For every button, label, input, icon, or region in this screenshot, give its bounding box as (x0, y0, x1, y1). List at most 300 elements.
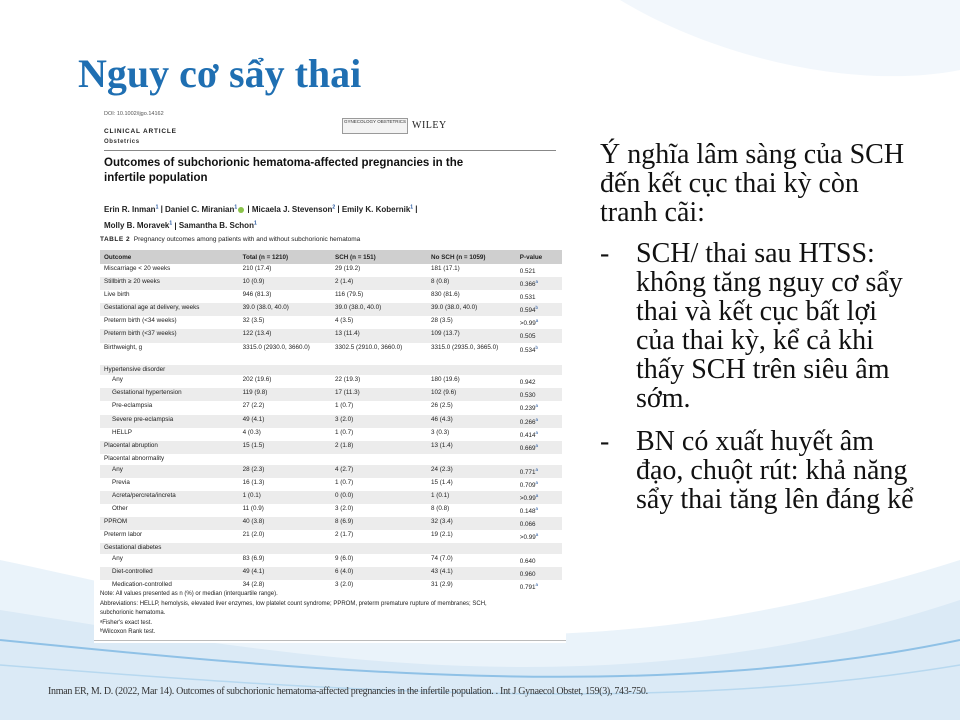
table-cell (331, 316, 427, 329)
table-cell (100, 517, 239, 530)
table-cell (239, 388, 331, 401)
cell-text: Pre-eclampsia (112, 402, 153, 410)
table-cell (100, 264, 239, 277)
footnote-marker: a (535, 318, 539, 324)
column-header: Outcome (100, 250, 239, 264)
cell-text: 46 (4.3) (431, 415, 453, 423)
cell-text: 24 (2.3) (431, 465, 453, 473)
table-cell (331, 401, 427, 414)
cell-text: 49 (4.1) (242, 415, 265, 423)
cell-text: 116 (79.5) (335, 291, 364, 299)
table-cell (331, 554, 427, 567)
table-row (100, 316, 562, 329)
cell-text: 29 (19.2) (335, 265, 361, 272)
table-cell (100, 478, 239, 491)
table-cell (239, 343, 331, 365)
cell-text: >0.99 (519, 494, 536, 502)
cell-text: 0.239 (519, 405, 536, 413)
cell-text: 0.640 (519, 557, 536, 565)
cell-text: 17 (11.3) (335, 389, 360, 397)
cell-text: 39.0 (38.0, 40.0) (242, 304, 289, 312)
table-cell (427, 290, 516, 303)
table-cell (239, 554, 331, 567)
cell-text: 13 (11.4) (335, 330, 360, 338)
table-cell (516, 388, 562, 401)
table-caption (100, 236, 360, 243)
table-row (100, 303, 562, 316)
table-row (100, 388, 562, 401)
paper-doi: DOI: 10.1002/ijgo.14162 (104, 111, 164, 117)
author (342, 205, 413, 214)
bullet-text: SCH/ thai sau HTSS: không tăng nguy cơ sẩy thai và kết cục bất lợi của thai kỳ, kể cả khi thấy SCH trên siêu âm sớm. (636, 238, 903, 414)
citation: Inman ER, M. D. (2022, Mar 14). Outcomes of subchorionic hematoma-affected pregnancies in the infertile population. . Int J Gynaecol Obstet, 159(3), 743-750. (48, 686, 648, 697)
table-cell (239, 316, 331, 329)
table-cell (331, 415, 427, 428)
table-cell (331, 303, 427, 316)
table-cell (516, 365, 562, 376)
cell-text: Gestational age at delivery, weeks (104, 304, 200, 312)
table-cell (239, 264, 331, 277)
cell-text: 15 (1.4) (431, 478, 453, 486)
author (104, 221, 172, 230)
table-row (100, 478, 562, 491)
table-cell (100, 428, 239, 441)
cell-text: 0.530 (519, 392, 536, 400)
cell-text: 0.709 (519, 481, 536, 489)
cell-text: 3 (2.0) (335, 580, 354, 588)
table-caption-text: Pregnancy outcomes among patients with and without subchorionic hematoma (133, 236, 361, 243)
table-cell (100, 401, 239, 414)
footnote-marker: b (535, 305, 539, 311)
table-cell (239, 567, 331, 580)
table-cell (516, 504, 562, 517)
cell-text: HELLP (112, 428, 132, 436)
orcid-icon (238, 207, 244, 213)
table-cell (427, 329, 516, 342)
table-cell (239, 517, 331, 530)
author-separator: | (172, 221, 179, 231)
footnote-marker: a (535, 466, 539, 472)
table-cell (100, 465, 239, 478)
footnote-marker: a (535, 479, 539, 485)
table-cell (100, 491, 239, 504)
cell-text: 1 (0.7) (335, 478, 354, 486)
table-cell (239, 454, 331, 465)
cell-text: Preterm birth (<34 weeks) (104, 317, 177, 325)
cell-text: 0.771 (519, 468, 536, 476)
table-cell (100, 441, 239, 454)
paper-bottom-divider (94, 640, 566, 641)
table-cell (427, 388, 516, 401)
table-note: Abbreviations: HELLP, hemolysis, elevated liver enzymes, low platelet count syndrome; PPROM, preterm premature rupture of membranes; SCH, (100, 600, 487, 607)
paper-excerpt (94, 108, 566, 643)
author-name: Molly B. Moravek (104, 221, 170, 231)
table-row (100, 504, 562, 517)
cell-text: 49 (4.1) (242, 567, 265, 575)
author (252, 205, 335, 214)
table-cell (516, 478, 562, 491)
cell-text: 1 (0.1) (242, 491, 261, 499)
table-cell (516, 290, 562, 303)
bullet-dash: - (600, 426, 610, 457)
table-cell (331, 290, 427, 303)
author-name: Micaela J. Stevenson (251, 204, 333, 214)
table-cell (239, 465, 331, 478)
affiliation-marker: 1 (169, 220, 173, 227)
table-cell (516, 530, 562, 543)
cell-text: Hypertensive disorder (104, 365, 166, 373)
table-cell (100, 554, 239, 567)
cell-text: 0.066 (519, 520, 536, 528)
cell-text: 180 (19.6) (431, 376, 460, 384)
cell-text: 1 (0.7) (335, 428, 354, 436)
header-divider (104, 150, 556, 151)
cell-text: 1 (0.7) (335, 402, 354, 410)
table-cell (516, 441, 562, 454)
author-separator: | (158, 204, 166, 214)
table-cell (427, 264, 516, 277)
table-cell (516, 401, 562, 414)
cell-text: 0.521 (519, 268, 536, 276)
footnote-marker: a (535, 505, 539, 511)
table-row (100, 567, 562, 580)
footnote-marker: a (535, 531, 539, 537)
cell-text: 102 (9.6) (431, 389, 457, 397)
table-cell (516, 517, 562, 530)
table-cell (331, 441, 427, 454)
bullet-text: BN có xuất huyết âm đạo, chuột rút: khả năng sẩy thai tăng lên đáng kể (636, 426, 914, 515)
cell-text: 6 (4.0) (335, 567, 354, 575)
cell-text: 0.531 (519, 294, 536, 302)
table-cell (516, 343, 562, 365)
footnote-marker: a (535, 442, 539, 448)
cell-text: 13 (1.4) (431, 441, 453, 449)
cell-text: 8 (6.9) (335, 517, 354, 525)
cell-text: 16 (1.3) (242, 478, 265, 486)
author-name: Daniel C. Miranian (165, 204, 235, 214)
cell-text: 8 (0.8) (431, 504, 450, 512)
cell-text: 109 (13.7) (431, 330, 460, 338)
table-cell (239, 543, 331, 554)
cell-text: Miscarriage < 20 weeks (104, 265, 171, 272)
table-cell (427, 554, 516, 567)
outcomes-table (100, 250, 562, 593)
author (179, 221, 257, 230)
table-cell (427, 530, 516, 543)
table-cell (100, 365, 239, 376)
cell-text: 0.960 (519, 570, 536, 578)
cell-text: Preterm birth (<37 weeks) (104, 330, 177, 338)
cell-text: 0.669 (519, 444, 536, 452)
cell-text: 0.366 (519, 281, 536, 289)
table-cell (100, 277, 239, 290)
cell-text: 2 (1.8) (335, 441, 354, 449)
table-cell (516, 554, 562, 567)
cell-text: 32 (3.4) (431, 517, 453, 525)
table-cell (427, 491, 516, 504)
table-cell (239, 441, 331, 454)
cell-text: 10 (0.9) (242, 278, 265, 286)
author-name: Samantha B. Schon (178, 221, 254, 231)
author-name: Erin R. Inman (104, 204, 156, 214)
table-cell (331, 428, 427, 441)
author-name: Emily K. Kobernik (341, 204, 411, 214)
table-cell (100, 343, 239, 365)
table-cell (100, 530, 239, 543)
table-cell (427, 504, 516, 517)
cell-text: Birthweight, g (104, 343, 143, 351)
table-cell (100, 504, 239, 517)
column-header: No SCH (n = 1059) (427, 250, 516, 264)
table-cell (516, 277, 562, 290)
table-cell (100, 388, 239, 401)
footnote-marker: a (535, 492, 539, 498)
cell-text: 0.266 (519, 418, 536, 426)
table-cell (516, 465, 562, 478)
affiliation-marker: 2 (332, 204, 336, 210)
table-cell (239, 530, 331, 543)
cell-text: Live birth (104, 291, 130, 299)
table-cell (100, 454, 239, 465)
author-separator: | (335, 204, 342, 214)
cell-text: 26 (2.5) (431, 402, 453, 410)
table-row (100, 554, 562, 567)
author (165, 205, 245, 214)
cell-text: Placental abnormality (104, 454, 165, 462)
cell-text: 34 (2.8) (242, 580, 265, 588)
table-cell (331, 517, 427, 530)
table-cell (331, 530, 427, 543)
author-separator: | (245, 204, 252, 214)
table-cell (100, 303, 239, 316)
cell-text: 0.505 (519, 333, 536, 341)
cell-text: Previa (112, 478, 130, 486)
cell-text: 0 (0.0) (335, 491, 354, 499)
table-cell (427, 517, 516, 530)
cell-text: 74 (7.0) (431, 554, 453, 562)
table-cell (331, 504, 427, 517)
table-row (100, 543, 562, 554)
table-cell (331, 478, 427, 491)
table-row (100, 329, 562, 342)
bullet-dash: - (600, 238, 610, 269)
table-cell (331, 375, 427, 388)
table-row (100, 343, 562, 365)
table-cell (331, 567, 427, 580)
cell-text: Gestational diabetes (104, 544, 162, 552)
table-cell (427, 365, 516, 376)
cell-text: >0.99 (519, 534, 536, 542)
affiliation-marker: 1 (155, 204, 159, 210)
table-cell (331, 277, 427, 290)
table-row (100, 454, 562, 465)
cell-text: 0.414 (519, 431, 536, 439)
table-note: ᵃFisher's exact test. (100, 619, 153, 626)
table-row (100, 428, 562, 441)
table-cell (427, 441, 516, 454)
cell-text: 39.0 (38.0, 40.0) (335, 304, 382, 312)
table-cell (239, 504, 331, 517)
table-cell (239, 290, 331, 303)
table-row (100, 401, 562, 414)
cell-text: Stillbirth ≥ 20 weeks (104, 278, 160, 286)
table-row (100, 264, 562, 277)
table-cell (100, 543, 239, 554)
table-cell (331, 543, 427, 554)
slide-title: Nguy cơ sẩy thai (78, 51, 362, 96)
table-note: ᵇWilcoxon Rank test. (100, 629, 156, 635)
cell-text: Other (112, 504, 128, 512)
footnote-marker: b (535, 344, 539, 350)
article-type: CLINICAL ARTICLE (104, 128, 177, 135)
cell-text: 32 (3.5) (242, 317, 265, 325)
table-cell (331, 388, 427, 401)
paper-title: Outcomes of subchorionic hematoma-affected pregnancies in the infertile population (104, 157, 464, 184)
table-cell (516, 491, 562, 504)
footnote-marker: a (535, 279, 539, 285)
cell-text: Medication-controlled (112, 580, 172, 588)
table-cell (239, 365, 331, 376)
cell-text: 0.534 (519, 346, 536, 354)
cell-text: 0.594 (519, 307, 536, 315)
intro-paragraph: Ý nghĩa lâm sàng của SCH đến kết cục thai kỳ còn tranh cãi: (600, 139, 905, 228)
table-cell (239, 375, 331, 388)
publisher-logo: WILEY (412, 120, 447, 131)
table-cell (239, 277, 331, 290)
cell-text: Acreta/percreta/increta (112, 491, 176, 499)
table-cell (516, 264, 562, 277)
cell-text: 210 (17.4) (242, 265, 272, 272)
cell-text: 43 (4.1) (431, 567, 453, 575)
table-cell (427, 465, 516, 478)
cell-text: Diet-controlled (112, 567, 153, 575)
table-cell (239, 329, 331, 342)
journal-badge: GYNECOLOGY OBSTETRICS (342, 118, 408, 134)
affiliation-marker: 1 (253, 220, 257, 227)
table-cell (516, 375, 562, 388)
affiliation-marker: 1 (234, 204, 238, 210)
table-cell (100, 290, 239, 303)
table-note: subchorionic hematoma. (100, 610, 166, 616)
table-cell (427, 454, 516, 465)
cell-text: 3 (0.3) (431, 428, 450, 436)
bullet-item (600, 239, 920, 413)
table-cell (427, 316, 516, 329)
table-cell (427, 375, 516, 388)
cell-text: 28 (2.3) (242, 465, 265, 473)
cell-text: Any (112, 465, 123, 473)
cell-text: Severe pre-eclampsia (112, 415, 174, 423)
table-cell (516, 428, 562, 441)
cell-text: 3302.5 (2910.0, 3660.0) (335, 343, 403, 351)
table-cell (100, 329, 239, 342)
table-cell (427, 543, 516, 554)
column-header: SCH (n = 151) (331, 250, 427, 264)
table-cell (331, 264, 427, 277)
table-cell (239, 415, 331, 428)
table-row (100, 491, 562, 504)
table-notes (100, 590, 560, 638)
cell-text: 39.0 (38.0, 40.0) (431, 304, 478, 312)
table-header-row (100, 250, 562, 264)
cell-text: 21 (2.0) (242, 530, 265, 538)
bullet-item (600, 427, 920, 514)
cell-text: 0.791 (519, 584, 536, 592)
cell-text: Preterm labor (104, 530, 143, 538)
footnote-marker: a (535, 581, 539, 587)
cell-text: Placental abruption (104, 441, 158, 449)
cell-text: 19 (2.1) (431, 530, 453, 538)
cell-text: 3315.0 (2935.0, 3665.0) (431, 343, 499, 351)
author-separator: | (413, 204, 418, 214)
table-cell (427, 277, 516, 290)
table-cell (516, 567, 562, 580)
cell-text: 8 (0.8) (431, 278, 450, 286)
cell-text: 4 (0.3) (242, 428, 261, 436)
table-cell (100, 316, 239, 329)
table-row (100, 365, 562, 376)
cell-text: >0.99 (519, 320, 536, 328)
table-cell (516, 303, 562, 316)
table-cell (427, 567, 516, 580)
slide-body (600, 140, 920, 528)
table-cell (427, 415, 516, 428)
table-cell (239, 491, 331, 504)
table-cell (427, 401, 516, 414)
table-cell (427, 478, 516, 491)
table-label: TABLE 2 (100, 236, 131, 243)
cell-text: Gestational hypertension (112, 389, 182, 397)
cell-text: 28 (3.5) (431, 317, 453, 325)
cell-text: 3 (2.0) (335, 415, 354, 423)
table-row (100, 415, 562, 428)
footnote-marker: a (535, 403, 539, 409)
table-cell (100, 375, 239, 388)
cell-text: Any (112, 554, 123, 562)
table-cell (239, 303, 331, 316)
cell-text: 11 (0.9) (242, 504, 264, 512)
table-row (100, 441, 562, 454)
cell-text: 31 (2.9) (431, 580, 453, 588)
table-cell (239, 478, 331, 491)
cell-text: 15 (1.5) (242, 441, 265, 449)
table-cell (100, 415, 239, 428)
cell-text: 27 (2.2) (242, 402, 265, 410)
cell-text: 830 (81.6) (431, 291, 460, 299)
table-row (100, 290, 562, 303)
footnote-marker: a (535, 429, 539, 435)
table-row (100, 530, 562, 543)
table-cell (427, 428, 516, 441)
cell-text: 22 (19.3) (335, 376, 361, 384)
table-cell (516, 415, 562, 428)
author (104, 205, 158, 214)
cell-text: 40 (3.8) (242, 517, 265, 525)
table-cell (331, 454, 427, 465)
cell-text: 3315.0 (2930.0, 3660.0) (242, 343, 310, 351)
cell-text: 0.148 (519, 507, 536, 515)
cell-text: 946 (81.3) (242, 291, 272, 299)
table-cell (331, 465, 427, 478)
article-subject: Obstetrics (104, 139, 140, 145)
cell-text: 202 (19.6) (242, 376, 272, 384)
table-cell (239, 428, 331, 441)
table-cell (239, 401, 331, 414)
author-list (104, 200, 454, 233)
cell-text: 9 (6.0) (335, 554, 354, 562)
table-cell (516, 543, 562, 554)
table-row (100, 375, 562, 388)
